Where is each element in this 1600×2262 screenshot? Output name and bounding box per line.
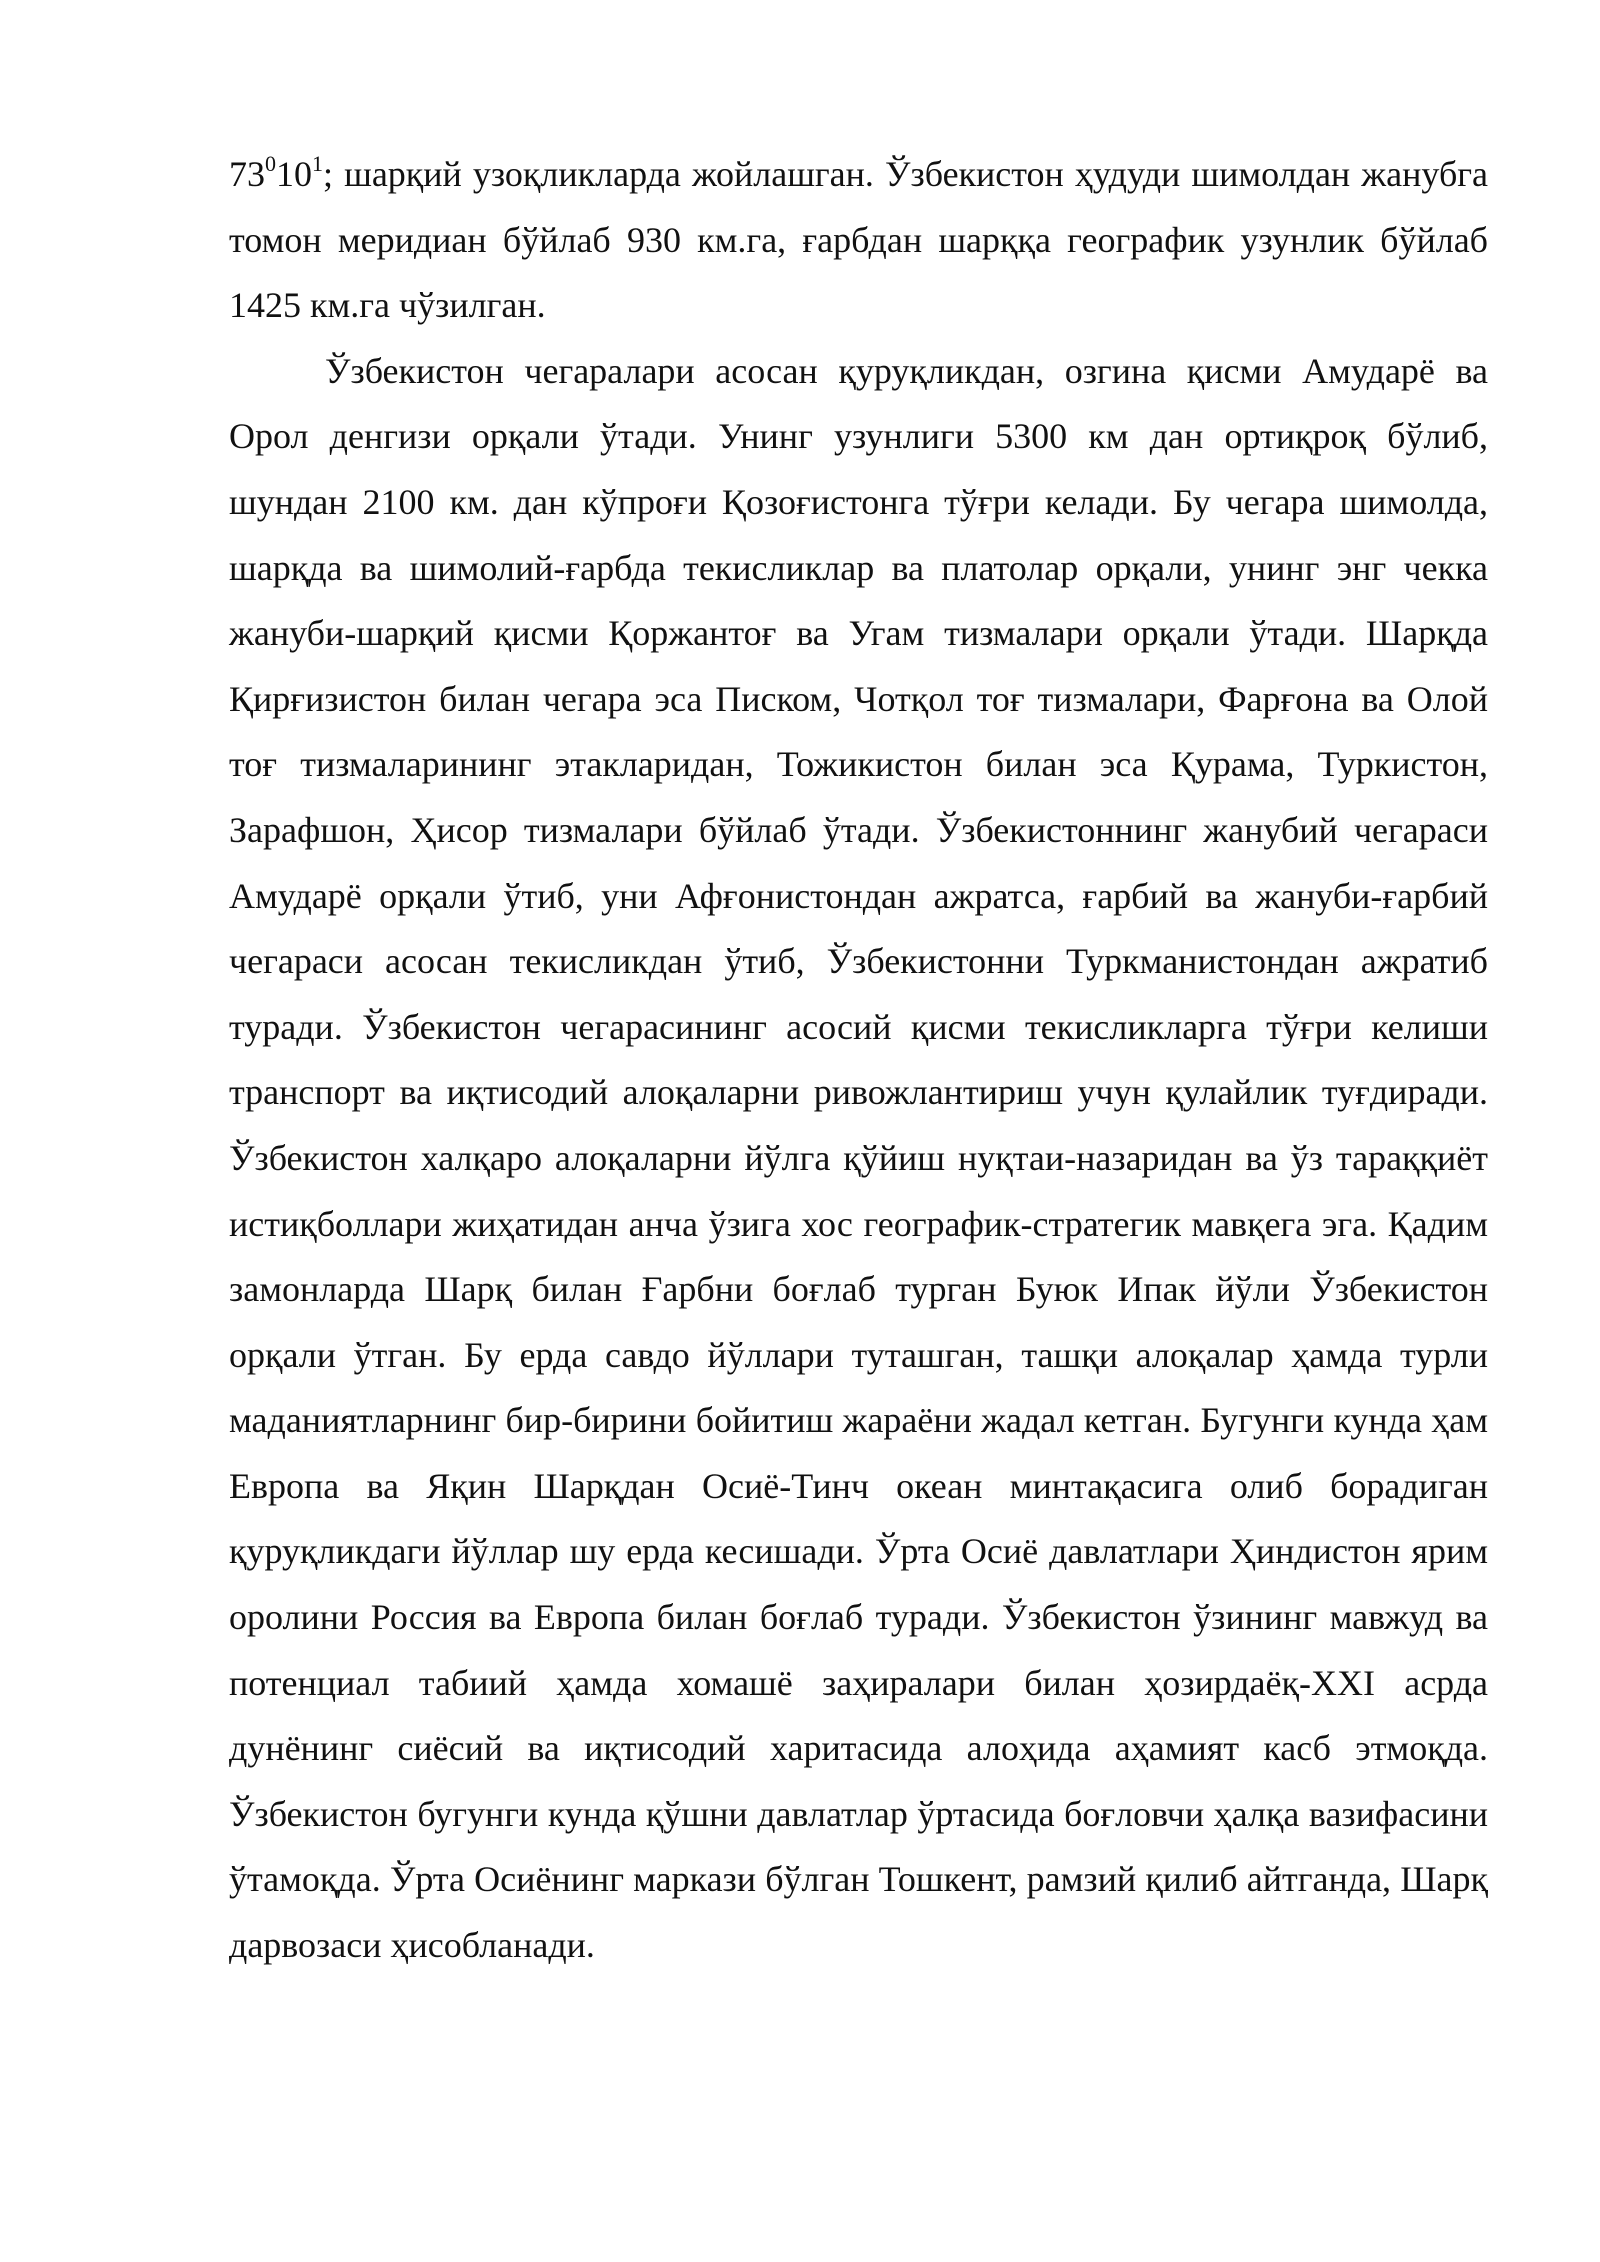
longitude-degrees: 73 [229, 154, 265, 194]
document-page [229, 142, 1488, 1979]
paragraph-continuation [229, 142, 1488, 339]
paragraph-1-text: ; шарқий узоқликларда жойлашган. Ўзбекистон ҳудуди шимолдан жанубга томон меридиан бўйлаб 930 км.га, ғарбдан шарққа географик узунлик бўйлаб 1425 км.га чўзилган. [229, 154, 1488, 326]
minute-superscript: 1 [312, 151, 323, 176]
degree-superscript: 0 [265, 151, 276, 176]
paragraph-borders: Ўзбекистон чегаралари асосан қуруқликдан, озгина қисми Амударё ва Орол денгизи орқали ўтади. Унинг узунлиги 5300 км дан ортиқроқ бўлиб, шундан 2100 км. дан кўпроғи Қозоғистонга тўғри келади. Бу чегара шимолда, шарқда ва шимолий-ғарбда текисликлар ва платолар орқали, унинг энг чекка жануби-шарқий қисми Қоржантоғ ва Угам тизмалари орқали ўтади. Шарқда Қирғизистон билан чегара эса Писком, Чотқол тоғ тизмалари, Фарғона ва Олой тоғ тизмаларининг этакларидан, Тожикистон билан эса Қурама, Туркистон, Зарафшон, Ҳисор тизмалари бўйлаб ўтади. Ўзбекистоннинг жанубий чегараси Амударё орқали ўтиб, уни Афғонистондан ажратса, ғарбий ва жануби-ғарбий чегараси асосан текисликдан ўтиб, Ўзбекистонни Туркманистондан ажратиб туради. Ўзбекистон чегарасининг асосий қисми текисликларга тўғри келиши транспорт ва иқтисодий алоқаларни ривожлантириш учун қулайлик туғдиради. Ўзбекистон халқаро алоқаларни йўлга қўйиш нуқтаи-назаридан ва ўз тараққиёт истиқболлари жиҳатидан анча ўзига хос географик-стратегик мавқега эга. Қадим замонларда Шарқ билан Ғарбни боғлаб турган Буюк Ипак йўли Ўзбекистон орқали ўтган. Бу ерда савдо йўллари туташган, ташқи алоқалар ҳамда турли маданиятларнинг бир-бирини бойитиш жараёни жадал кетган. Бугунги кунда ҳам Европа ва Яқин Шарқдан Осиё-Тинч океан минтақасига олиб борадиган қуруқликдаги йўллар шу ерда кесишади. Ўрта Осиё давлатлари Ҳиндистон ярим оролини Россия ва Европа билан боғлаб туради. Ўзбекистон ўзининг мавжуд ва потенциал табиий ҳамда хомашё заҳиралари билан ҳозирдаёқ-XXI асрда дунёнинг сиёсий ва иқтисодий харитасида алоҳида аҳамият касб этмоқда. Ўзбекистон бугунги кунда қўшни давлатлар ўртасида боғловчи ҳалқа вазифасини ўтамоқда. Ўрта Осиёнинг маркази бўлган Тошкент, рамзий қилиб айтганда, Шарқ дарвозаси ҳисобланади. [229, 350, 1488, 1966]
longitude-minutes: 10 [276, 154, 312, 194]
